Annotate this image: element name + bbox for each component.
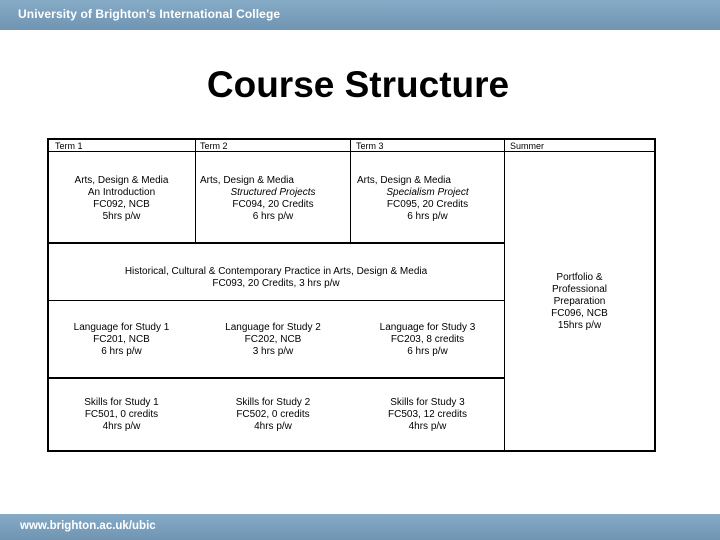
bottom-banner (0, 514, 720, 540)
cell-term3-arts (351, 175, 504, 223)
cell-line: Structured Projects (230, 187, 316, 198)
row-line-2 (48, 300, 505, 301)
cell-line: FC093, 20 Credits, 3 hrs p/w (212, 278, 340, 289)
cell-line: Portfolio & (556, 272, 603, 283)
cell-line: 4hrs p/w (102, 421, 141, 432)
header-term-2: Term 2 (200, 141, 228, 151)
cell-line: Language for Study 1 (73, 322, 170, 333)
cell-term2-arts (196, 175, 350, 223)
cell-language-1 (48, 322, 195, 358)
cell-line: An Introduction (87, 187, 156, 198)
cell-line: FC094, 20 Credits (232, 199, 314, 210)
cell-skills-1 (48, 397, 195, 433)
row-line-3 (48, 377, 505, 379)
page-title: Course Structure (206, 64, 510, 105)
row-line-1 (48, 242, 505, 244)
cell-line: 5hrs p/w (102, 211, 141, 222)
cell-line: Arts, Design & Media (200, 175, 294, 186)
college-name: University of Brighton's International College (18, 7, 281, 21)
cell-line: Specialism Project (386, 187, 469, 198)
cell-line: FC203, 8 credits (390, 334, 465, 345)
cell-line: FC096, NCB (551, 308, 608, 319)
table-border-right (654, 138, 656, 452)
cell-skills-3 (351, 397, 504, 433)
cell-line: FC095, 20 Credits (386, 199, 469, 210)
cell-line: Skills for Study 3 (390, 397, 465, 408)
cell-line: Professional (551, 284, 608, 295)
table-border-bottom (48, 450, 655, 452)
header-term-1: Term 1 (55, 141, 83, 151)
cell-line: FC502, 0 credits (236, 409, 310, 420)
footer-url[interactable]: www.brighton.ac.uk/ubic (20, 520, 156, 532)
cell-line: 4hrs p/w (408, 421, 447, 432)
cell-line: FC201, NCB (93, 334, 150, 345)
cell-line: 15hrs p/w (557, 320, 602, 331)
cell-line: 3 hrs p/w (252, 346, 294, 357)
header-term-3: Term 3 (356, 141, 384, 151)
cell-historical (48, 266, 504, 290)
cell-line: 4hrs p/w (254, 421, 292, 432)
cell-line: Skills for Study 1 (84, 397, 159, 408)
cell-line: FC503, 12 credits (388, 409, 467, 420)
cell-line: FC501, 0 credits (84, 409, 159, 420)
header-summer: Summer (510, 141, 545, 151)
cell-term1-arts (48, 175, 195, 223)
cell-line: 6 hrs p/w (407, 346, 448, 357)
top-banner (0, 0, 720, 30)
cell-line: Preparation (553, 296, 606, 307)
cell-line: Historical, Cultural & Contemporary Practice in Arts, Design & Media (124, 266, 428, 277)
cell-skills-2 (196, 397, 350, 433)
cell-line: Language for Study 2 (225, 322, 321, 333)
cell-line: Language for Study 3 (379, 322, 476, 333)
cell-summer (505, 272, 654, 332)
table-border-top (48, 138, 655, 140)
cell-line: 6 hrs p/w (407, 211, 448, 222)
cell-language-2 (196, 322, 350, 358)
header-row-line (48, 151, 655, 152)
cell-line: 6 hrs p/w (101, 346, 142, 357)
cell-line: Skills for Study 2 (235, 397, 311, 408)
cell-line: FC202, NCB (244, 334, 302, 345)
cell-line: 6 hrs p/w (252, 211, 294, 222)
cell-line: FC092, NCB (93, 199, 150, 210)
cell-line: Arts, Design & Media (357, 175, 451, 186)
cell-language-3 (351, 322, 504, 358)
cell-line: Arts, Design & Media (74, 175, 169, 186)
